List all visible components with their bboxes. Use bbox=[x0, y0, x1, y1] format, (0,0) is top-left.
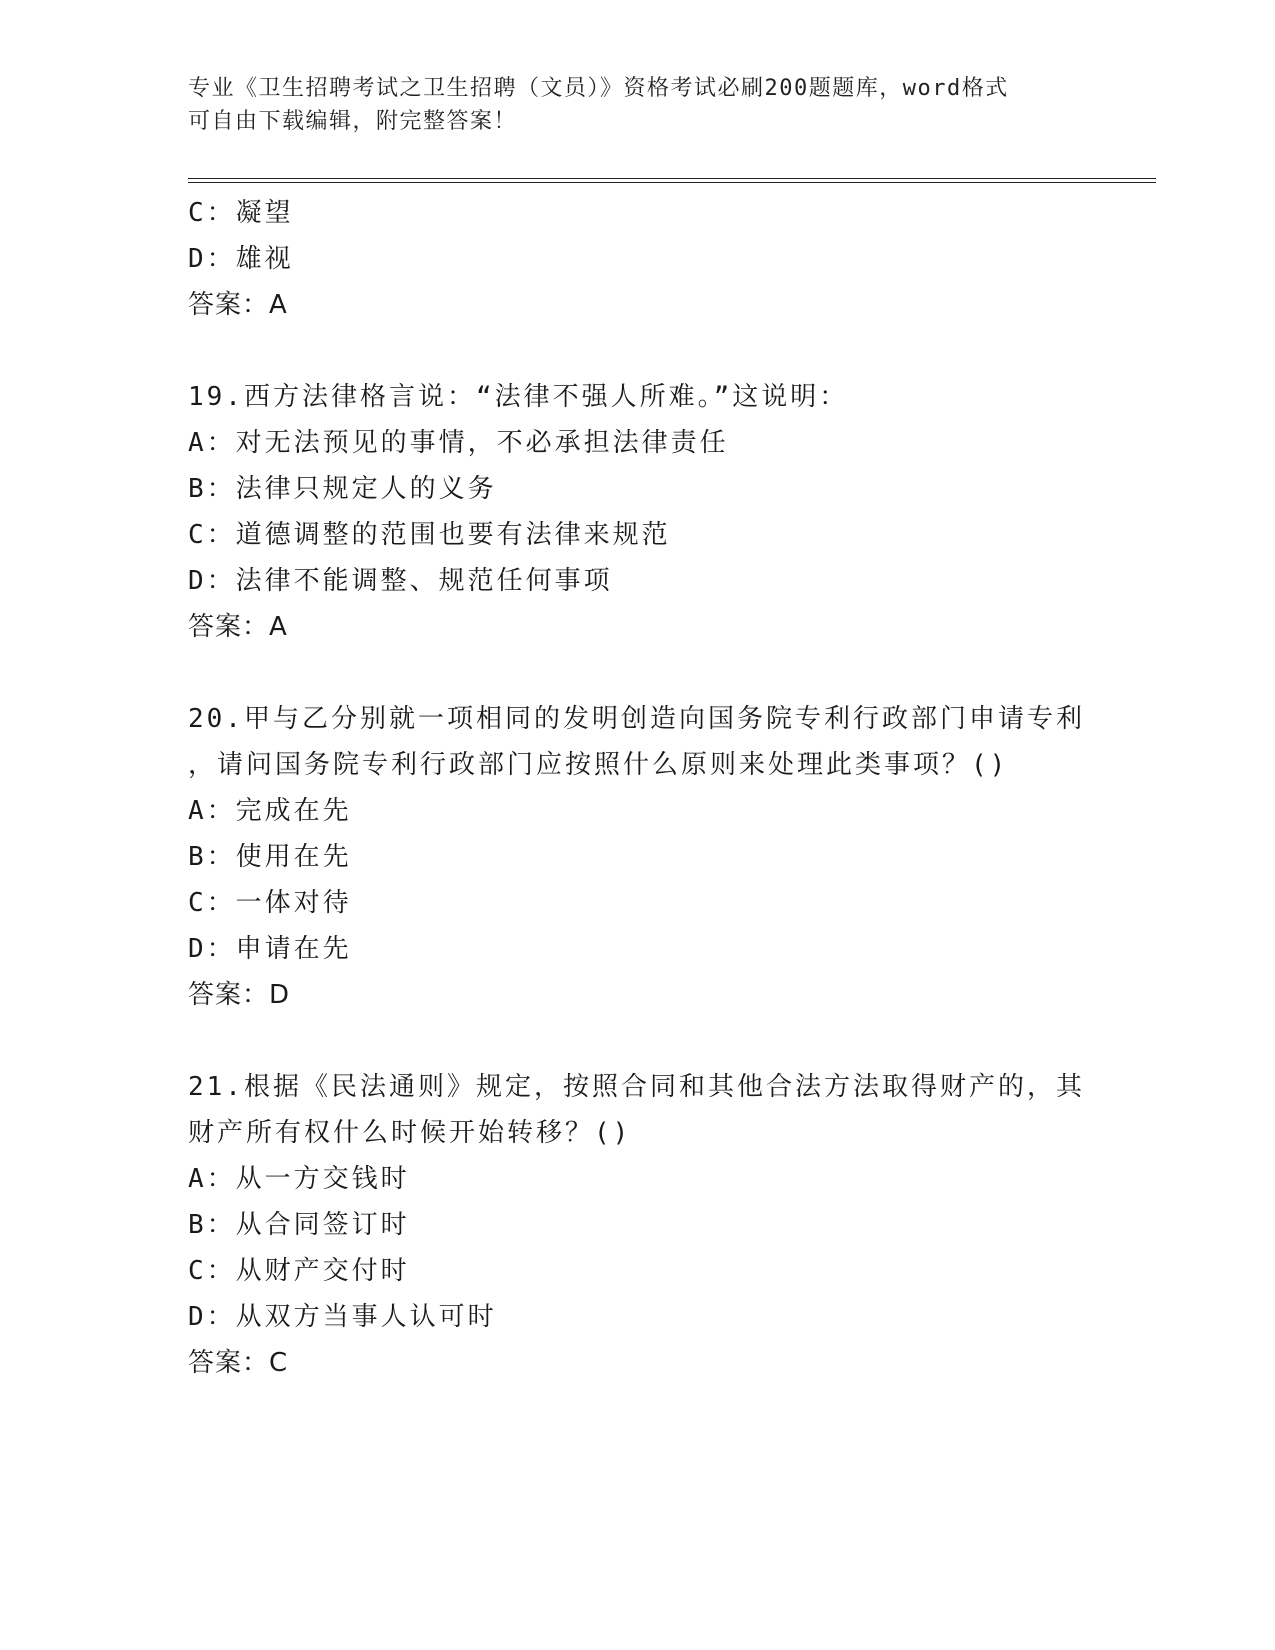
answer-line: 答案：A bbox=[188, 290, 288, 320]
option-a: A：对无法预见的事情，不必承担法律责任 bbox=[188, 428, 729, 458]
question-text: 21.根据《民法通则》规定，按照合同和其他合法方法取得财产的，其 bbox=[188, 1072, 1085, 1102]
option-d: D：申请在先 bbox=[188, 934, 352, 964]
option-d: D：法律不能调整、规范任何事项 bbox=[188, 566, 613, 596]
question-21 bbox=[188, 1064, 1088, 1386]
option-a: A：从一方交钱时 bbox=[188, 1164, 410, 1194]
header-divider-bottom bbox=[188, 182, 1156, 183]
option-d: D：雄视 bbox=[188, 244, 294, 274]
question-text: 20.甲与乙分别就一项相同的发明创造向国务院专利行政部门申请专利 bbox=[188, 704, 1085, 734]
option-a: A：完成在先 bbox=[188, 796, 352, 826]
answer-line: 答案：D bbox=[188, 980, 291, 1010]
question-text: 19.西方法律格言说：“法律不强人所难。”这说明： bbox=[188, 382, 849, 412]
question-20 bbox=[188, 696, 1088, 1018]
document-header bbox=[188, 72, 1078, 138]
question-list bbox=[188, 190, 1088, 1386]
option-c: C：从财产交付时 bbox=[188, 1256, 410, 1286]
previous-question-tail bbox=[188, 190, 1088, 328]
spacer bbox=[188, 650, 1088, 696]
spacer bbox=[188, 328, 1088, 374]
question-19 bbox=[188, 374, 1088, 650]
header-line-1: 专业《卫生招聘考试之卫生招聘（文员）》资格考试必刷200题题库，word格式 bbox=[188, 76, 1009, 101]
spacer bbox=[188, 1018, 1088, 1064]
question-text-continued: 财产所有权什么时候开始转移？() bbox=[188, 1118, 632, 1148]
answer-line: 答案：A bbox=[188, 612, 288, 642]
option-b: B：使用在先 bbox=[188, 842, 352, 872]
option-d: D：从双方当事人认可时 bbox=[188, 1302, 497, 1332]
option-b: B：从合同签订时 bbox=[188, 1210, 410, 1240]
header-divider-top bbox=[188, 178, 1156, 179]
option-b: B：法律只规定人的义务 bbox=[188, 474, 497, 504]
option-c: C：道德调整的范围也要有法律来规范 bbox=[188, 520, 671, 550]
question-text-continued: ，请问国务院专利行政部门应按照什么原则来处理此类事项？() bbox=[188, 750, 1009, 780]
answer-line: 答案：C bbox=[188, 1348, 289, 1378]
option-c: C：凝望 bbox=[188, 198, 294, 228]
option-c: C：一体对待 bbox=[188, 888, 352, 918]
header-line-2: 可自由下载编辑，附完整答案！ bbox=[188, 109, 518, 134]
